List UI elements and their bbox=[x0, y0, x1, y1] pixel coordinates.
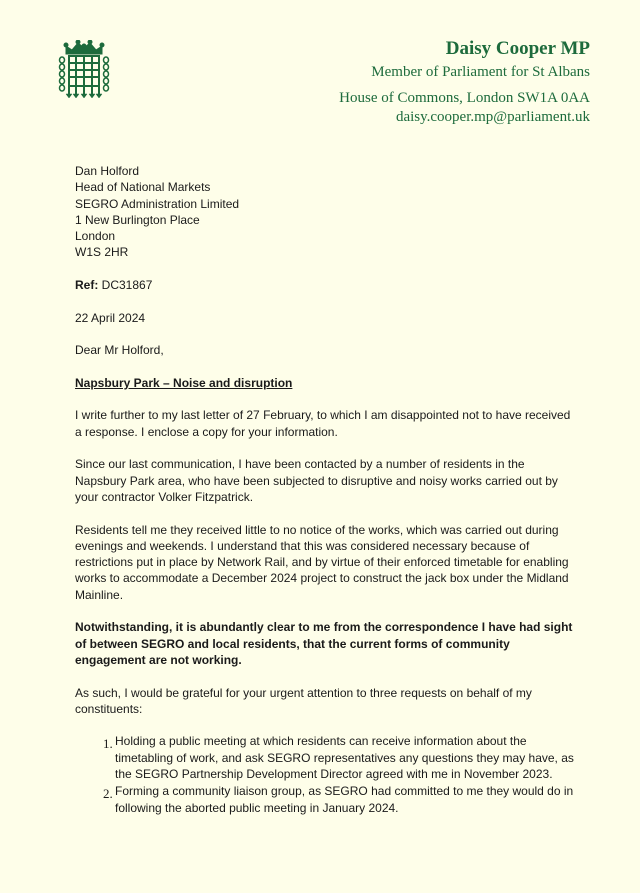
recipient-line: W1S 2HR bbox=[75, 245, 129, 260]
letterhead bbox=[339, 38, 590, 127]
reference bbox=[75, 277, 575, 293]
paragraph: Since our last communication, I have been contacted by a number of residents in the Napsbury Park area, who have been subjected to disruptive and noisy works carried out by your contractor Volker Fitzpatrick. bbox=[75, 457, 558, 504]
paragraph: I write further to my last letter of 27 February, to which I am disappointed not to have received a response. I enclose a copy for your information. bbox=[75, 408, 571, 439]
letter-date: 22 April 2024 bbox=[75, 310, 146, 325]
recipient-line: SEGRO Administration Limited bbox=[75, 196, 240, 211]
mp-title: Member of Parliament for St Albans bbox=[371, 64, 590, 80]
request-text: Holding a public meeting at which residents can receive information about the timetabling of work, and ask SEGRO representatives any questions they may have, as the SEGRO Partnership Development Director agreed with me in November 2023. bbox=[115, 734, 574, 781]
recipient-line: Dan Holford bbox=[75, 164, 140, 178]
recipient-line: Head of National Markets bbox=[75, 180, 211, 195]
request-number: 2. bbox=[103, 786, 113, 802]
letter-body bbox=[75, 163, 575, 817]
mp-name: Daisy Cooper MP bbox=[445, 38, 590, 59]
recipient-address bbox=[75, 163, 575, 261]
reference-value: DC31867 bbox=[98, 278, 153, 293]
paragraph-emphasis: Notwithstanding, it is abundantly clear to me from the correspondence I have had sight of between SEGRO and local residents, that the current forms of community engagement are not working. bbox=[75, 620, 573, 667]
salutation: Dear Mr Holford, bbox=[75, 343, 164, 358]
mp-email: daisy.cooper.mp@parliament.uk bbox=[395, 109, 590, 125]
parliament-portcullis-logo-icon bbox=[58, 40, 110, 102]
request-item bbox=[75, 783, 575, 816]
request-text: Forming a community liaison group, as SEGRO had committed to me they would do in following the aborted public meeting in January 2024. bbox=[115, 784, 574, 815]
paragraph: As such, I would be grateful for your urgent attention to three requests on behalf of my constituents: bbox=[75, 685, 532, 716]
recipient-line: London bbox=[75, 229, 116, 244]
request-item bbox=[75, 733, 575, 782]
office-address: House of Commons, London SW1A 0AA bbox=[339, 90, 590, 106]
paragraph: Residents tell me they received little to no notice of the works, which was carried out during evenings and weekends. I understand that this was considered necessary because of restrictions put in place by Network Rail, and by virtue of their enforced timetable for enabling works to accommodate a December 2024 project to construct the jack box under the Midland Mainline. bbox=[75, 522, 569, 602]
request-number: 1. bbox=[103, 736, 113, 752]
reference-label: Ref: bbox=[75, 278, 99, 293]
recipient-line: 1 New Burlington Place bbox=[75, 212, 200, 227]
requests-list bbox=[75, 733, 575, 815]
subject-heading: Napsbury Park – Noise and disruption bbox=[75, 375, 293, 390]
